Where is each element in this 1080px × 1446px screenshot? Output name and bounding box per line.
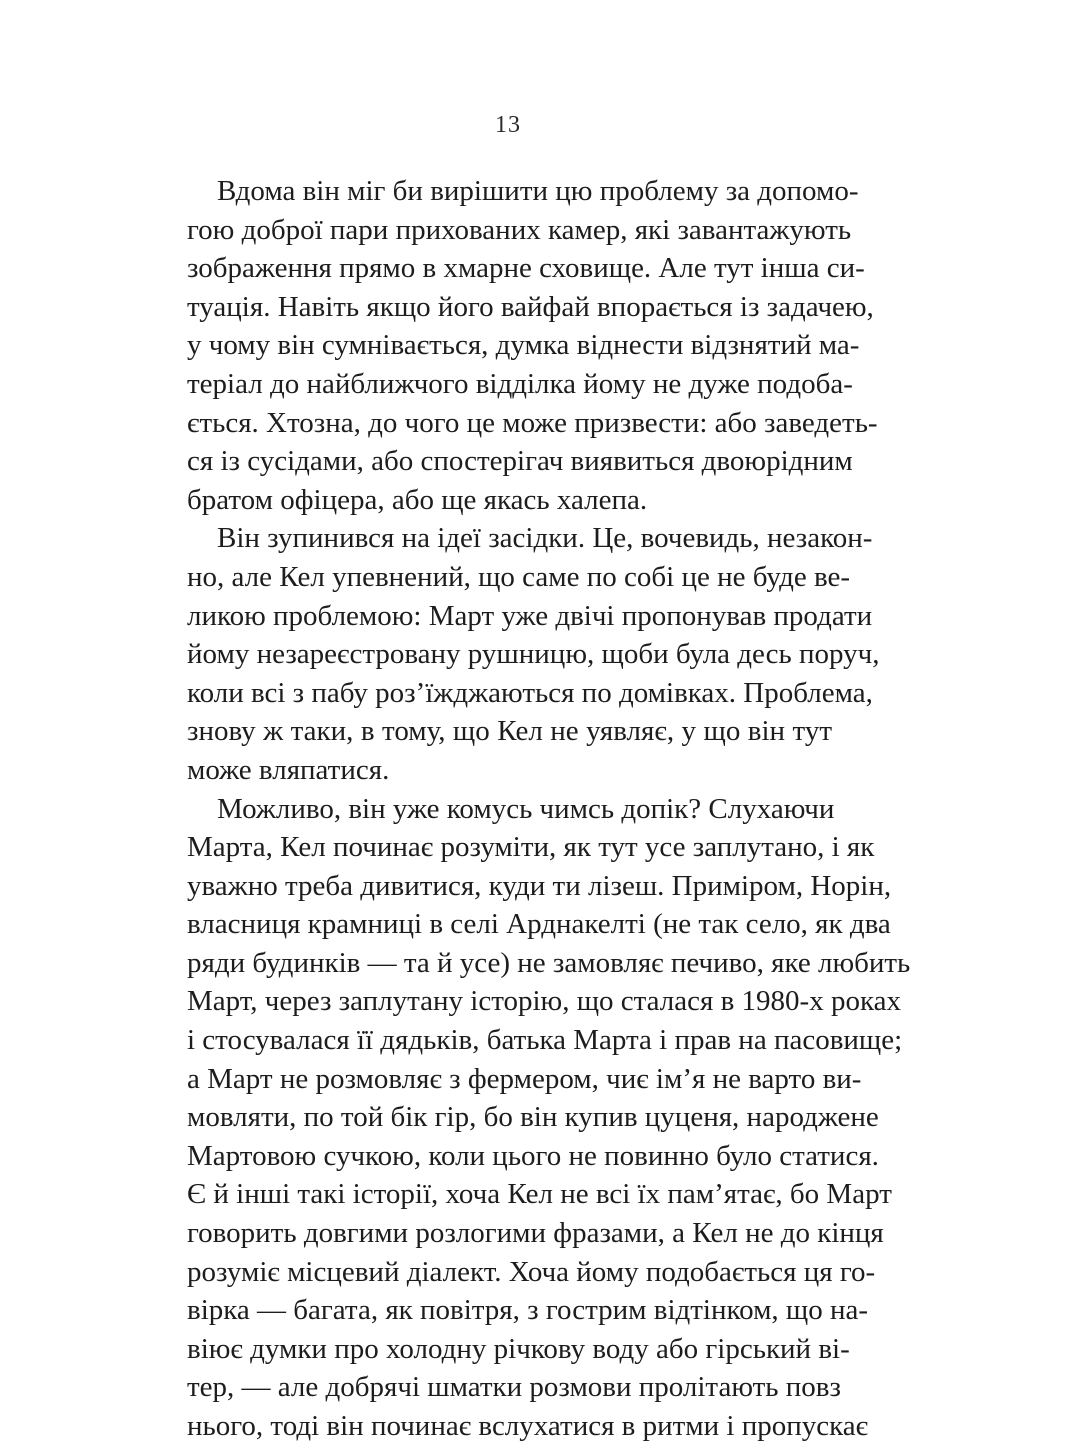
- text-line: вірка — багата, як повітря, з гострим відтінком, що на-: [187, 1294, 869, 1327]
- text-line: ється. Хтозна, до чого це може призвести: або заведеть-: [187, 406, 878, 439]
- paragraph: [187, 790, 911, 1446]
- text-line: туація. Навіть якщо його вайфай впорається із задачею,: [187, 290, 874, 323]
- paragraph: [187, 172, 878, 519]
- text-line: мовляти, по той бік гір, бо він купив цуценя, народжене: [187, 1101, 879, 1134]
- text-line: Є й інші такі історії, хоча Кел не всі їх пам’ятає, бо Март: [187, 1178, 892, 1211]
- text-line: Можливо, він уже комусь чимсь допік? Слухаючи: [217, 792, 835, 825]
- text-line: Вдома він міг би вирішити цю проблему за допомо-: [217, 175, 859, 207]
- text-line: коли всі з пабу роз’їжджаються по домівках. Проблема,: [187, 676, 873, 709]
- text-line: у чому він сумнівається, думка віднести відзнятий ма-: [187, 329, 860, 362]
- text-line: Март, через заплутану історію, що сталася в 1980-х роках: [187, 985, 901, 1018]
- text-line: уважно треба дивитися, куди ти лізеш. Приміром, Норін,: [187, 869, 892, 902]
- text-line: власниця крамниці в селі Арднакелті (не так село, як два: [187, 908, 891, 941]
- text-line: ся із сусідами, або спостерігач виявиться двоюрідним: [187, 445, 853, 478]
- paragraph: [187, 519, 880, 789]
- text-line: братом офіцера, або ще якась халепа.: [187, 483, 648, 516]
- text-line: Марта, Кел починає розуміти, як тут усе заплутано, і як: [187, 831, 875, 864]
- text-line: но, але Кел упевнений, що саме по собі це не буде ве-: [187, 560, 850, 593]
- text-line: теріал до найближчого відділка йому не дуже подоба-: [187, 367, 853, 400]
- text-line: розуміє місцевий діалект. Хоча йому подобається ця го-: [187, 1255, 876, 1288]
- text-line: зображення прямо в хмарне сховище. Але тут інша си-: [187, 252, 865, 285]
- text-line: тер, — але добрячі шматки розмови пролітають повз: [187, 1371, 841, 1404]
- text-line: нього, тоді він починає вслухатися в ритми і пропускає: [187, 1410, 869, 1442]
- text-line: йому незареєстровану рушницю, щоби була десь поруч,: [187, 638, 880, 671]
- text-line: Мартовою сучкою, коли цього не повинно було статися.: [187, 1139, 879, 1172]
- text-line: гою доброї пари прихованих камер, які завантажують: [187, 213, 852, 246]
- text-line: Він зупинився на ідеї засідки. Це, вочевидь, незакон-: [217, 522, 873, 555]
- text-line: віює думки про холодну річкову воду або гірський ві-: [187, 1332, 850, 1365]
- text-line: ликою проблемою: Март уже двічі пропонував продати: [187, 599, 873, 632]
- page-number: 13: [495, 112, 521, 138]
- text-line: і стосувалася її дядьків, батька Марта і прав на пасовище;: [187, 1024, 903, 1057]
- text-line: може вляпатися.: [187, 753, 390, 786]
- text-line: говорить довгими розлогими фразами, а Кел не до кінця: [187, 1217, 884, 1250]
- text-line: знову ж таки, в тому, що Кел не уявляє, у що він тут: [187, 715, 832, 748]
- text-line: а Март не розмовляє з фермером, чиє ім’я не варто ви-: [187, 1062, 862, 1095]
- body-text: [187, 172, 911, 1446]
- text-line: ряди будинків — та й усе) не замовляє печиво, яке любить: [187, 946, 911, 979]
